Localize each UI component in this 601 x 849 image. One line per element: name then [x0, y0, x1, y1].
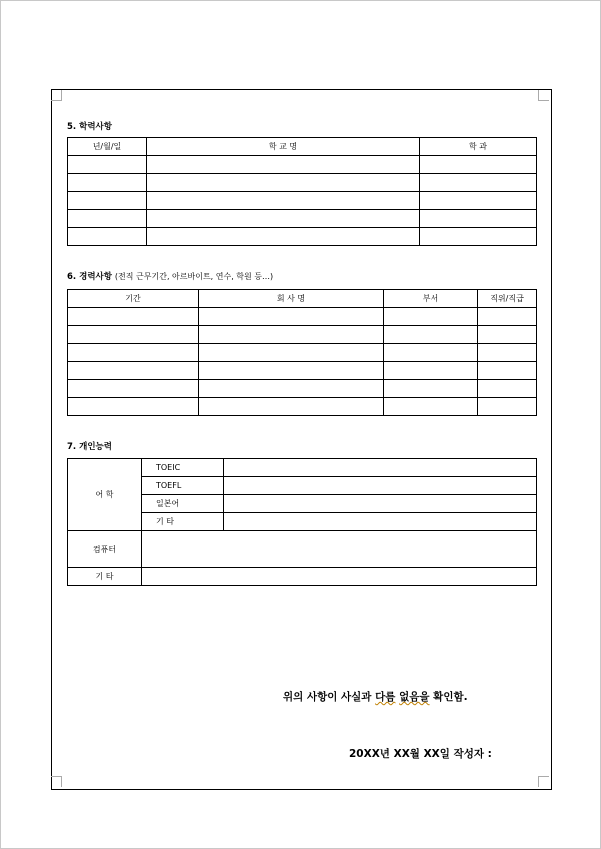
confirmation-statement — [283, 689, 468, 704]
table-cell[interactable] — [384, 308, 478, 326]
table-cell[interactable] — [420, 174, 537, 192]
table-row — [68, 308, 537, 326]
table-row — [68, 531, 537, 568]
table-row — [68, 380, 537, 398]
table-cell[interactable] — [478, 380, 537, 398]
date-signature-line: 20XX년 XX월 XX일 작성자 : — [349, 748, 492, 760]
corner-mark-bottom-right — [538, 776, 549, 787]
column-header-department: 부서 — [384, 290, 478, 308]
table-cell[interactable] — [199, 326, 384, 344]
table-cell[interactable] — [147, 192, 420, 210]
table-cell[interactable] — [420, 156, 537, 174]
table-row — [68, 326, 537, 344]
column-header-date: 년/월/일 — [68, 138, 147, 156]
table-cell[interactable] — [478, 398, 537, 416]
table-row — [68, 362, 537, 380]
table-cell[interactable] — [147, 210, 420, 228]
table-row — [68, 174, 537, 192]
table-cell[interactable] — [478, 344, 537, 362]
table-cell[interactable] — [68, 228, 147, 246]
table-row — [68, 459, 537, 477]
table-row — [68, 228, 537, 246]
language-japanese-label: 일본어 — [142, 495, 224, 513]
table-row — [68, 210, 537, 228]
table-header-row — [68, 290, 537, 308]
language-toeic-value[interactable] — [224, 459, 537, 477]
table-cell[interactable] — [384, 344, 478, 362]
confirmation-text-4: 없음을 — [399, 691, 430, 703]
career-table — [67, 289, 537, 416]
table-cell[interactable] — [68, 174, 147, 192]
corner-mark-top-left — [51, 90, 62, 101]
table-row — [68, 156, 537, 174]
section-education-title: 5. 학력사항 — [67, 122, 112, 132]
table-cell[interactable] — [199, 380, 384, 398]
other-skills-label: 기 타 — [68, 568, 142, 586]
table-cell[interactable] — [478, 308, 537, 326]
table-cell[interactable] — [478, 326, 537, 344]
section-career-title — [67, 270, 273, 282]
corner-mark-top-right — [538, 90, 549, 101]
language-japanese-value[interactable] — [224, 495, 537, 513]
confirmation-text-2: 다름 — [375, 691, 396, 703]
section-skills-title: 7. 개인능력 — [67, 442, 112, 452]
table-cell[interactable] — [420, 192, 537, 210]
table-cell[interactable] — [384, 362, 478, 380]
column-header-company: 회 사 명 — [199, 290, 384, 308]
confirmation-text-5: 확인함. — [429, 691, 468, 703]
section-career-title-text: 6. 경력사항 — [67, 272, 112, 282]
table-cell[interactable] — [68, 380, 199, 398]
table-cell[interactable] — [420, 210, 537, 228]
table-cell[interactable] — [199, 362, 384, 380]
table-cell[interactable] — [68, 192, 147, 210]
table-cell[interactable] — [199, 398, 384, 416]
language-label: 어 학 — [68, 459, 142, 531]
table-row — [68, 398, 537, 416]
table-cell[interactable] — [68, 210, 147, 228]
education-table — [67, 137, 537, 246]
table-header-row — [68, 138, 537, 156]
table-cell[interactable] — [420, 228, 537, 246]
other-skills-value[interactable] — [142, 568, 537, 586]
column-header-position: 직위/직급 — [478, 290, 537, 308]
table-cell[interactable] — [147, 174, 420, 192]
table-cell[interactable] — [68, 326, 199, 344]
corner-mark-bottom-left — [51, 776, 62, 787]
language-toeic-label: TOEIC — [142, 459, 224, 477]
table-row — [68, 568, 537, 586]
table-cell[interactable] — [199, 308, 384, 326]
table-cell[interactable] — [68, 344, 199, 362]
table-cell[interactable] — [68, 308, 199, 326]
language-other-value[interactable] — [224, 513, 537, 531]
table-cell[interactable] — [199, 344, 384, 362]
table-cell[interactable] — [384, 326, 478, 344]
table-cell[interactable] — [147, 228, 420, 246]
language-toefl-value[interactable] — [224, 477, 537, 495]
table-cell[interactable] — [147, 156, 420, 174]
table-cell[interactable] — [478, 362, 537, 380]
column-header-period: 기간 — [68, 290, 199, 308]
section-career-note: (전직 근무기간, 아르바이트, 연수, 학원 등…) — [114, 272, 274, 281]
table-cell[interactable] — [68, 398, 199, 416]
column-header-major: 학 과 — [420, 138, 537, 156]
confirmation-text-1: 위의 사항이 사실과 — [283, 691, 376, 703]
computer-label: 컴퓨터 — [68, 531, 142, 568]
computer-value[interactable] — [142, 531, 537, 568]
language-other-label: 기 타 — [142, 513, 224, 531]
table-cell[interactable] — [68, 156, 147, 174]
language-toefl-label: TOEFL — [142, 477, 224, 495]
skills-table — [67, 458, 537, 586]
table-cell[interactable] — [68, 362, 199, 380]
column-header-school: 학 교 명 — [147, 138, 420, 156]
table-cell[interactable] — [384, 380, 478, 398]
table-row — [68, 344, 537, 362]
table-cell[interactable] — [384, 398, 478, 416]
table-row — [68, 192, 537, 210]
